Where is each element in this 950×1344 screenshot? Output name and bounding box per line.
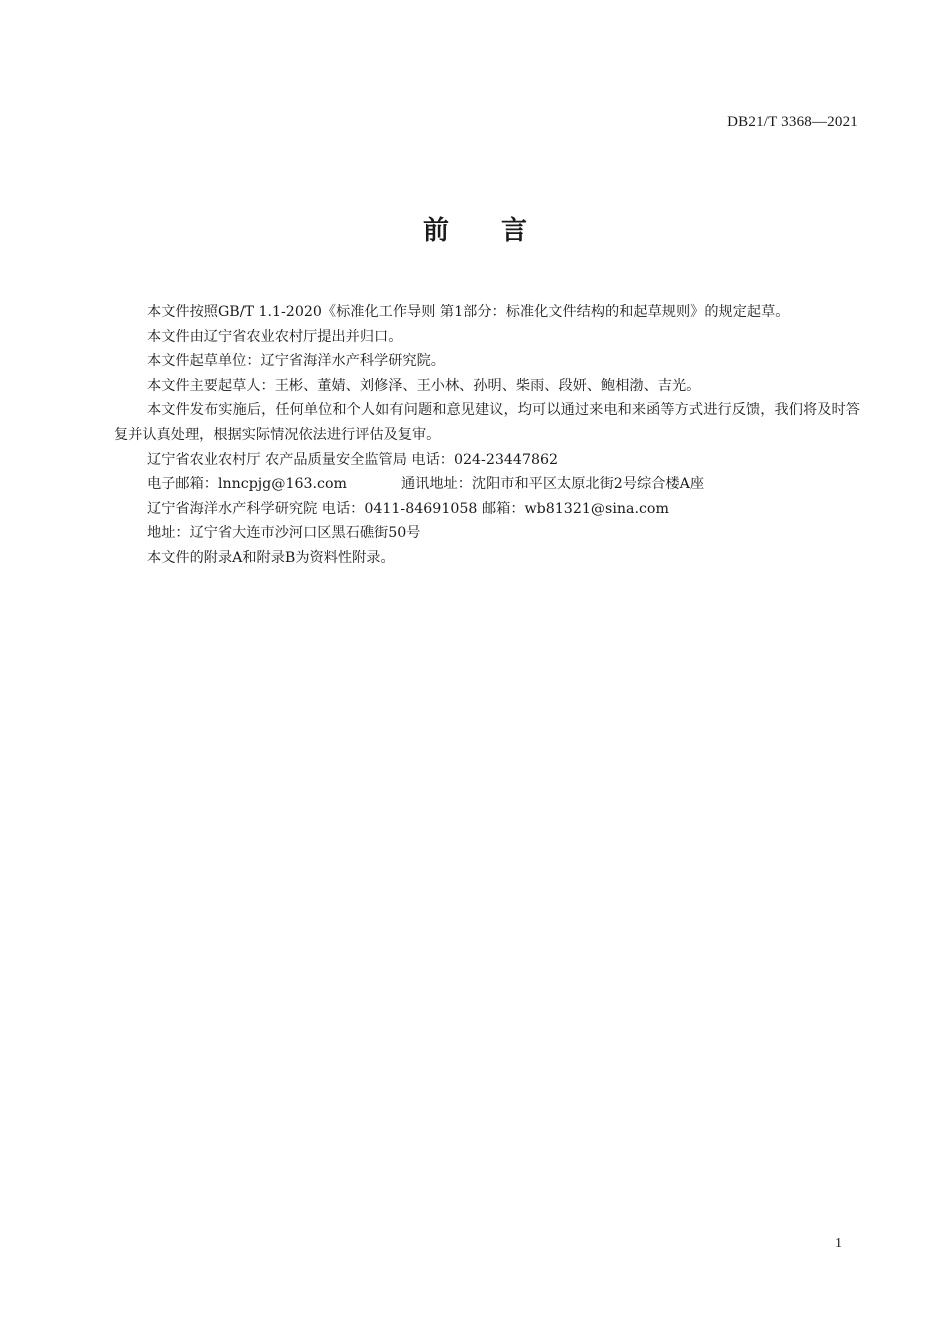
paragraph-annex-note: 本文件的附录A和附录B为资料性附录。	[147, 549, 395, 566]
paragraph-feedback: 本文件发布实施后，任何单位和个人如有问题和意见建议，均可以通过来电和来函等方式进行反馈，我们将及时答复并认真处理，根据实际情况依法进行评估及复审。	[114, 402, 860, 443]
page-number: 1	[835, 1236, 842, 1251]
paragraph-contact-email-address	[114, 472, 860, 497]
title-char-1: 前	[422, 216, 449, 246]
foreword-body	[114, 300, 860, 571]
contact-address: 通讯地址：沈阳市和平区太原北街2号综合楼A座	[400, 476, 705, 493]
paragraph-contact-institute: 辽宁省海洋水产科学研究院 电话：0411-84691058 邮箱：wb81321@sina.com	[147, 500, 669, 517]
page-title	[0, 210, 950, 247]
paragraph-proposer: 本文件由辽宁省农业农村厅提出并归口。	[147, 328, 403, 345]
document-code: DB21/T 3368—2021	[727, 114, 858, 130]
paragraph-drafters: 本文件主要起草人：王彬、董婧、刘修泽、王小林、孙明、柴雨、段妍、鲍相渤、吉光。	[147, 377, 701, 394]
paragraph-contact-department: 辽宁省农业农村厅 农产品质量安全监管局 电话：024-23447862	[147, 451, 559, 468]
paragraph-institute-address: 地址：辽宁省大连市沙河口区黑石礁街50号	[147, 525, 421, 542]
paragraph-drafting-unit: 本文件起草单位：辽宁省海洋水产科学研究院。	[147, 353, 445, 370]
title-char-2: 言	[501, 216, 528, 246]
paragraph-drafting-rules: 本文件按照GB/T 1.1-2020《标准化工作导则 第1部分：标准化文件结构的和起草规则》的规定起草。	[147, 304, 790, 320]
contact-email: 电子邮箱：lnncpjg@163.com	[147, 476, 347, 493]
